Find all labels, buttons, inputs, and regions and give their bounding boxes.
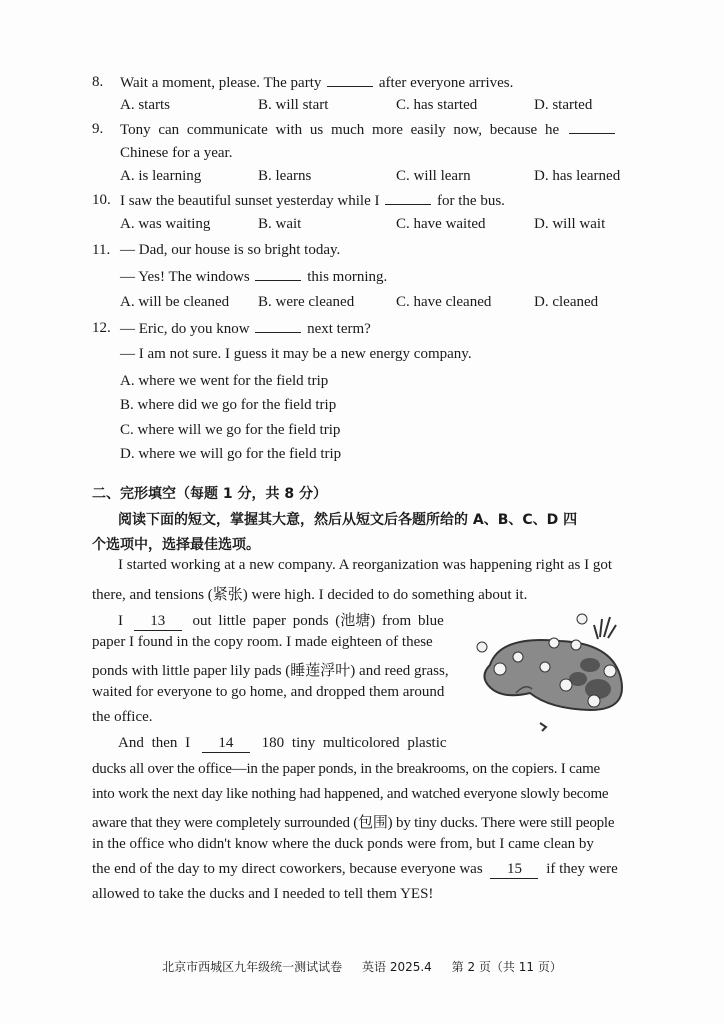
passage-line: in the office who didn't know where the duck ponds were from, but I came clean by xyxy=(92,836,594,852)
passage-line: allowed to take the ducks and I needed to tell them YES! xyxy=(92,886,434,902)
passage-line: ponds with little paper lily pads (睡莲浮叶) and reed grass, xyxy=(92,663,449,679)
option-a: A. will be cleaned xyxy=(120,294,230,310)
passage-line: waited for everyone to go home, and dropped them around xyxy=(92,684,445,700)
question-number: 10. xyxy=(92,192,111,208)
passage-line: the office. xyxy=(92,709,153,725)
option-a: A. is learning xyxy=(120,168,202,184)
page-footer xyxy=(0,958,724,975)
option-a: A. starts xyxy=(120,97,170,113)
question-stem: Wait a moment, please. The party after everyone arrives. xyxy=(120,75,514,91)
passage-line: And then I 14 180 tiny multicolored plastic xyxy=(118,735,447,751)
option-a: A. was waiting xyxy=(120,216,211,232)
exam-title: 北京市西城区九年级统一测试试卷 xyxy=(162,960,343,974)
answer-blank xyxy=(569,121,615,134)
passage-line: ducks all over the office—in the paper ponds, in the breakrooms, on the copiers. I came xyxy=(92,761,600,777)
option-b: B. were cleaned xyxy=(258,294,355,310)
option-b: B. will start xyxy=(258,97,329,113)
answer-blank xyxy=(327,74,373,87)
option-d: D. where we will go for the field trip xyxy=(120,446,342,462)
passage-line: there, and tensions (紧张) were high. I decided to do something about it. xyxy=(92,587,528,603)
passage-line: the end of the day to my direct coworkers, because everyone was 15 if they were xyxy=(92,861,618,877)
question-number: 9. xyxy=(92,121,104,137)
question-stem: I saw the beautiful sunset yesterday while I for the bus. xyxy=(120,193,505,209)
option-d: D. will wait xyxy=(534,216,606,232)
option-c: C. where will we go for the field trip xyxy=(120,422,341,438)
dialogue-line-2: — Yes! The windows this morning. xyxy=(120,269,388,285)
page-number: 第 2 页（共 11 页） xyxy=(451,960,562,974)
option-d: D. has learned xyxy=(534,168,621,184)
answer-blank xyxy=(385,192,431,205)
option-b: B. where did we go for the field trip xyxy=(120,397,337,413)
blank-15: 15 xyxy=(490,861,538,879)
question-number: 11. xyxy=(92,242,111,258)
option-d: D. cleaned xyxy=(534,294,599,310)
blank-13: 13 xyxy=(134,613,182,631)
option-a: A. where we went for the field trip xyxy=(120,373,329,389)
option-b: B. learns xyxy=(258,168,312,184)
dialogue-line-1: — Eric, do you know next term? xyxy=(120,321,371,337)
option-c: C. have cleaned xyxy=(396,294,492,310)
passage-line: into work the next day like nothing had happened, and watched everyone slowly become xyxy=(92,786,609,802)
option-d: D. started xyxy=(534,97,593,113)
passage-line: I started working at a new company. A reorganization was happening right as I got xyxy=(118,557,613,573)
subject-date: 英语 2025.4 xyxy=(362,960,432,974)
answer-blank xyxy=(255,320,301,333)
passage-line: paper I found in the copy room. I made eighteen of these xyxy=(92,634,433,650)
question-stem-line2: Chinese for a year. xyxy=(120,145,233,161)
duck-pond-illustration-icon xyxy=(470,605,640,745)
dialogue-line-1: — Dad, our house is so bright today. xyxy=(120,242,341,258)
question-number: 12. xyxy=(92,320,111,336)
option-c: C. have waited xyxy=(396,216,486,232)
question-stem: Tony can communicate with us much more easily now, because he xyxy=(120,121,617,139)
section-instruction-line2: 个选项中，选择最佳选项。 xyxy=(92,537,260,553)
answer-blank xyxy=(255,268,301,281)
section-instruction-line1: 阅读下面的短文，掌握其大意，然后从短文后各题所给的 A、B、C、D 四 xyxy=(118,512,578,528)
dialogue-line-2: — I am not sure. I guess it may be a new energy company. xyxy=(120,346,472,362)
question-number: 8. xyxy=(92,74,104,90)
blank-14: 14 xyxy=(202,735,250,753)
section-heading: 二、完形填空（每题 1 分，共 8 分） xyxy=(92,486,327,502)
option-b: B. wait xyxy=(258,216,302,232)
option-c: C. will learn xyxy=(396,168,471,184)
passage-line: aware that they were completely surrounded (包围) by tiny ducks. There were still people xyxy=(92,815,615,831)
option-c: C. has started xyxy=(396,97,478,113)
passage-line: I 13 out little paper ponds (池塘) from blue xyxy=(118,613,444,629)
